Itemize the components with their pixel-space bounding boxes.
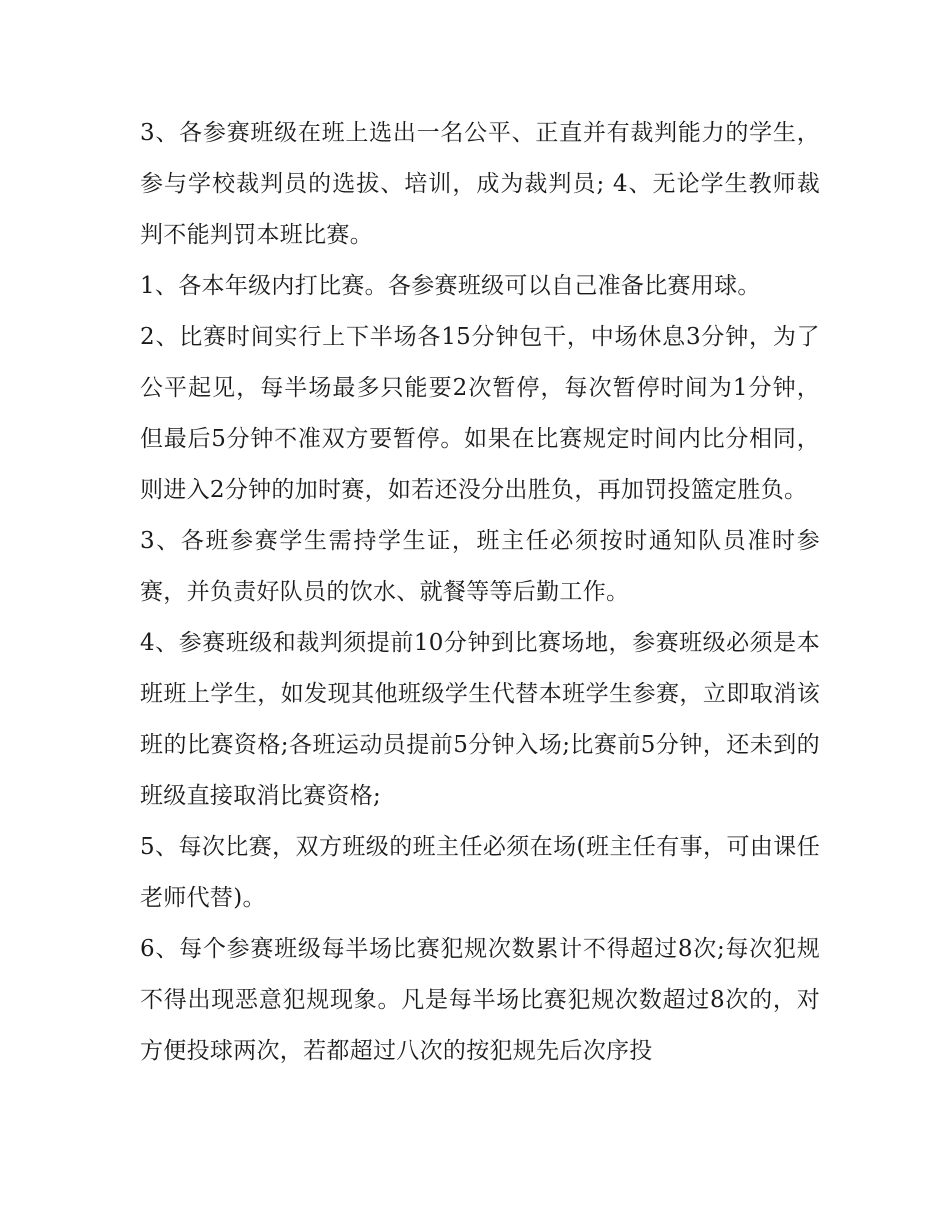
paragraph-grade-matches: 1、各本年级内打比赛。各参赛班级可以自己准备比赛用球。 <box>140 273 761 299</box>
paragraph-foul-rules: 6、每个参赛班级每半场比赛犯规次数累计不得超过8次;每次犯规不得出现恶意犯规现象。凡是每半场比赛犯规次数超过8次的，对方便投球两次，若都超过八次的按犯规先后次序投 <box>140 936 820 1064</box>
paragraph-match-time: 2、比赛时间实行上下半场各15分钟包干，中场休息3分钟，为了公平起见，每半场最多只能要2次暂停，每次暂停时间为1分钟，但最后5分钟不准双方要暂停。如果在比赛规定时间内比分相同，则进入2分钟的加时赛，如若还没分出胜负，再加罚投篮定胜负。 <box>140 324 820 503</box>
paragraph-student-id: 3、各班参赛学生需持学生证，班主任必须按时通知队员准时参赛，并负责好队员的饮水、就餐等等后勤工作。 <box>140 528 820 605</box>
paragraph-arrival-rules: 4、参赛班级和裁判须提前10分钟到比赛场地，参赛班级必须是本班班上学生，如发现其他班级学生代替本班学生参赛，立即取消该班的比赛资格;各班运动员提前5分钟入场;比赛前5分钟，还未到的班级直接取消比赛资格; <box>140 630 820 809</box>
paragraph-referee-selection: 3、各参赛班级在班上选出一名公平、正直并有裁判能力的学生，参与学校裁判员的选拔、培训，成为裁判员; 4、无论学生教师裁判不能判罚本班比赛。 <box>140 120 820 248</box>
paragraph-head-teacher: 5、每次比赛，双方班级的班主任必须在场(班主任有事，可由课任老师代替)。 <box>140 834 820 911</box>
document-body <box>140 108 820 1077</box>
